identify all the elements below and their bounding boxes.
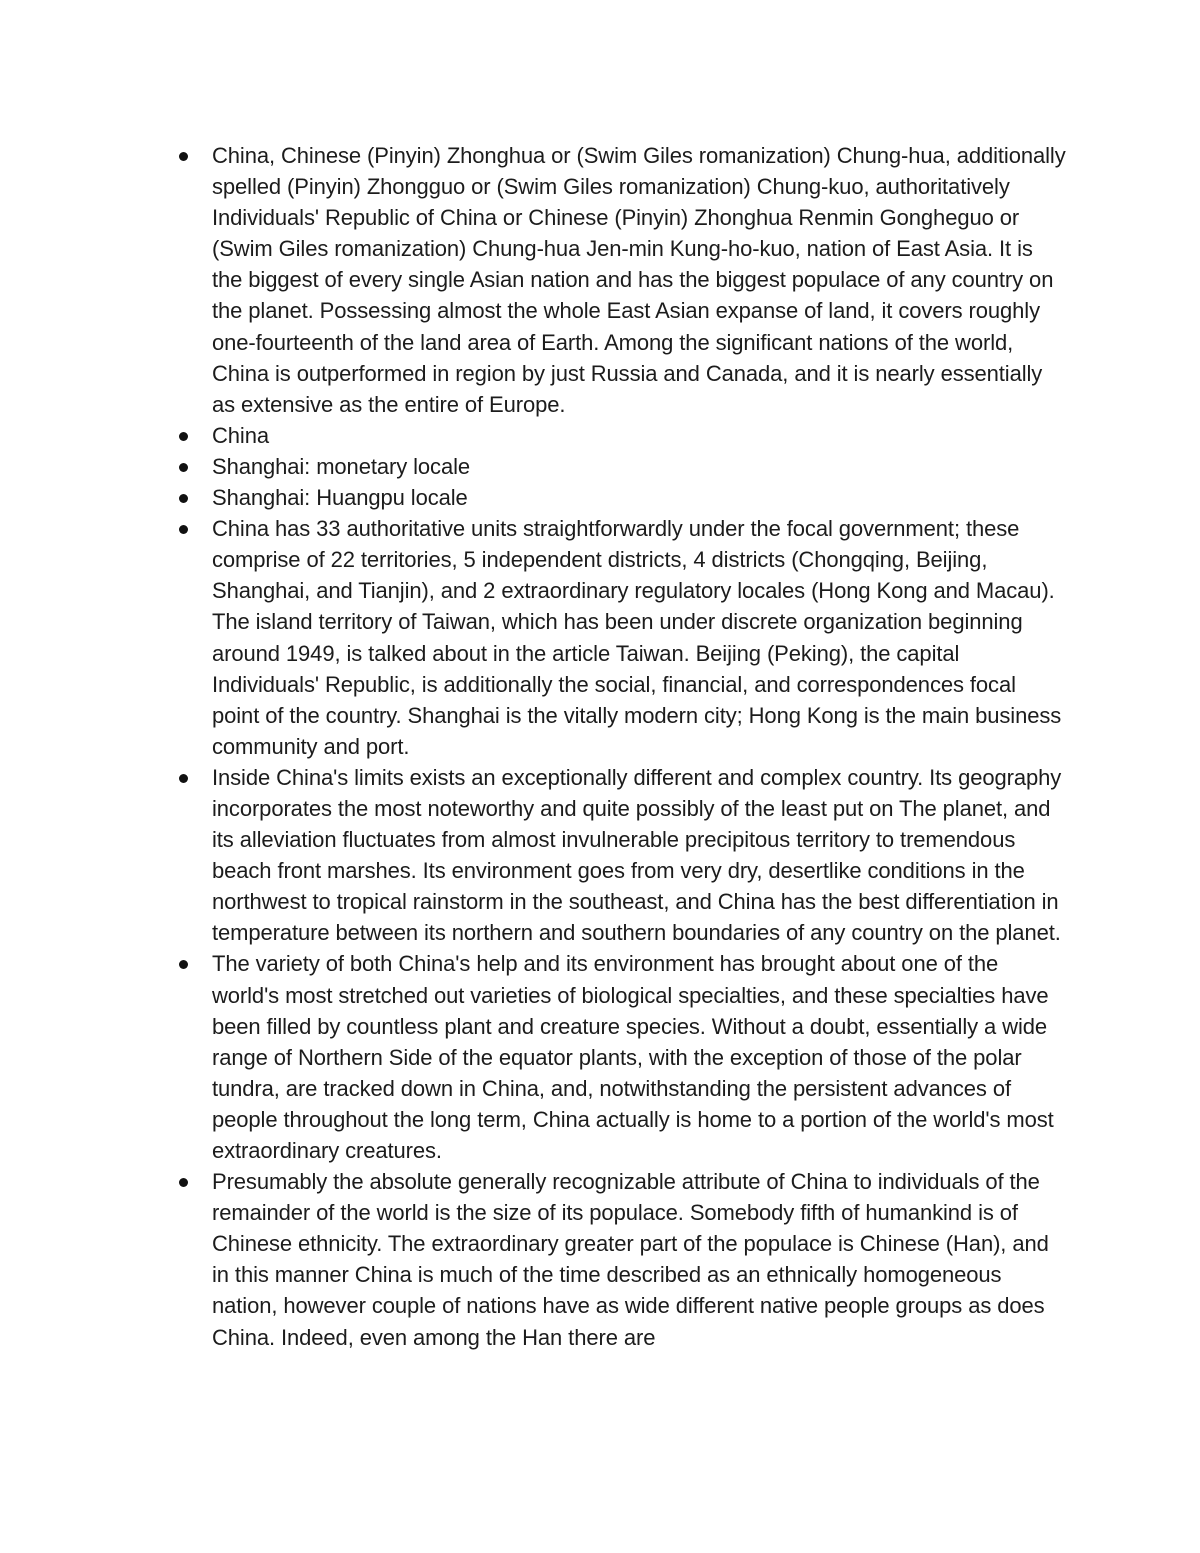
list-item xyxy=(168,140,1068,420)
list-item xyxy=(168,420,1068,451)
list-item xyxy=(168,513,1068,762)
bullet-text: The variety of both China's help and its environment has brought about one of the world's most stretched out varieties of biological specialties, and these specialties have been filled by countless plant and creature species. Without a doubt, essentially a wide range of Northern Side of the equator plants, with the exception of those of the polar tundra, are tracked down in China, and, notwithstanding the persistent advances of people throughout the long term, China actually is home to a portion of the world's most extraordinary creatures. xyxy=(212,951,1054,1163)
bullet-icon xyxy=(179,432,188,441)
bullet-icon xyxy=(179,774,188,783)
bullet-list xyxy=(168,140,1068,1353)
bullet-text: Presumably the absolute generally recognizable attribute of China to individuals of the remainder of the world is the size of its populace. Somebody fifth of humankind is of Chinese ethnicity. The extraordinary greater part of the populace is Chinese (Han), and in this manner China is much of the time described as an ethnically homogeneous nation, however couple of nations have as wide different native people groups as does China. Indeed, even among the Han there are xyxy=(212,1169,1049,1350)
bullet-icon xyxy=(179,152,188,161)
bullet-text: China, Chinese (Pinyin) Zhonghua or (Swim Giles romanization) Chung-hua, additionally spelled (Pinyin) Zhongguo or (Swim Giles romanization) Chung-kuo, authoritatively Individuals' Republic of China or Chinese (Pinyin) Zhonghua Renmin Gongheguo or (Swim Giles romanization) Chung-hua Jen-min Kung-ho-kuo, nation of East Asia. It is the biggest of every single Asian nation and has the biggest populace of any country on the planet. Possessing almost the whole East Asian expanse of land, it covers roughly one-fourteenth of the land area of Earth. Among the significant nations of the world, China is outperformed in region by just Russia and Canada, and it is nearly essentially as extensive as the entire of Europe. xyxy=(212,143,1066,417)
bullet-icon xyxy=(179,525,188,534)
bullet-icon xyxy=(179,1178,188,1187)
list-item xyxy=(168,451,1068,482)
list-item xyxy=(168,762,1068,949)
list-item xyxy=(168,948,1068,1166)
bullet-text: Shanghai: Huangpu locale xyxy=(212,485,468,511)
bullet-icon xyxy=(179,463,188,472)
bullet-icon xyxy=(179,960,188,969)
bullet-text: China has 33 authoritative units straightforwardly under the focal government; these comprise of 22 territories, 5 independent districts, 4 districts (Chongqing, Beijing, Shanghai, and Tianjin), and 2 extraordinary regulatory locales (Hong Kong and Macau). The island territory of Taiwan, which has been under discrete organization beginning around 1949, is talked about in the article Taiwan. Beijing (Peking), the capital Individuals' Republic, is additionally the social, financial, and correspondences focal point of the country. Shanghai is the vitally modern city; Hong Kong is the main business community and port. xyxy=(212,516,1062,759)
list-item xyxy=(168,482,1068,513)
list-item xyxy=(168,1166,1068,1353)
bullet-text: Inside China's limits exists an exceptionally different and complex country. Its geography incorporates the most noteworthy and quite possibly of the least put on The planet, and its alleviation fluctuates from almost invulnerable precipitous territory to tremendous beach front marshes. Its environment goes from very dry, desertlike conditions in the northwest to tropical rainstorm in the southeast, and China has the best differentiation in temperature between its northern and southern boundaries of any country on the planet. xyxy=(212,764,1062,946)
bullet-text: Shanghai: monetary locale xyxy=(212,453,470,479)
bullet-icon xyxy=(179,494,188,503)
bullet-text: China xyxy=(212,422,269,448)
